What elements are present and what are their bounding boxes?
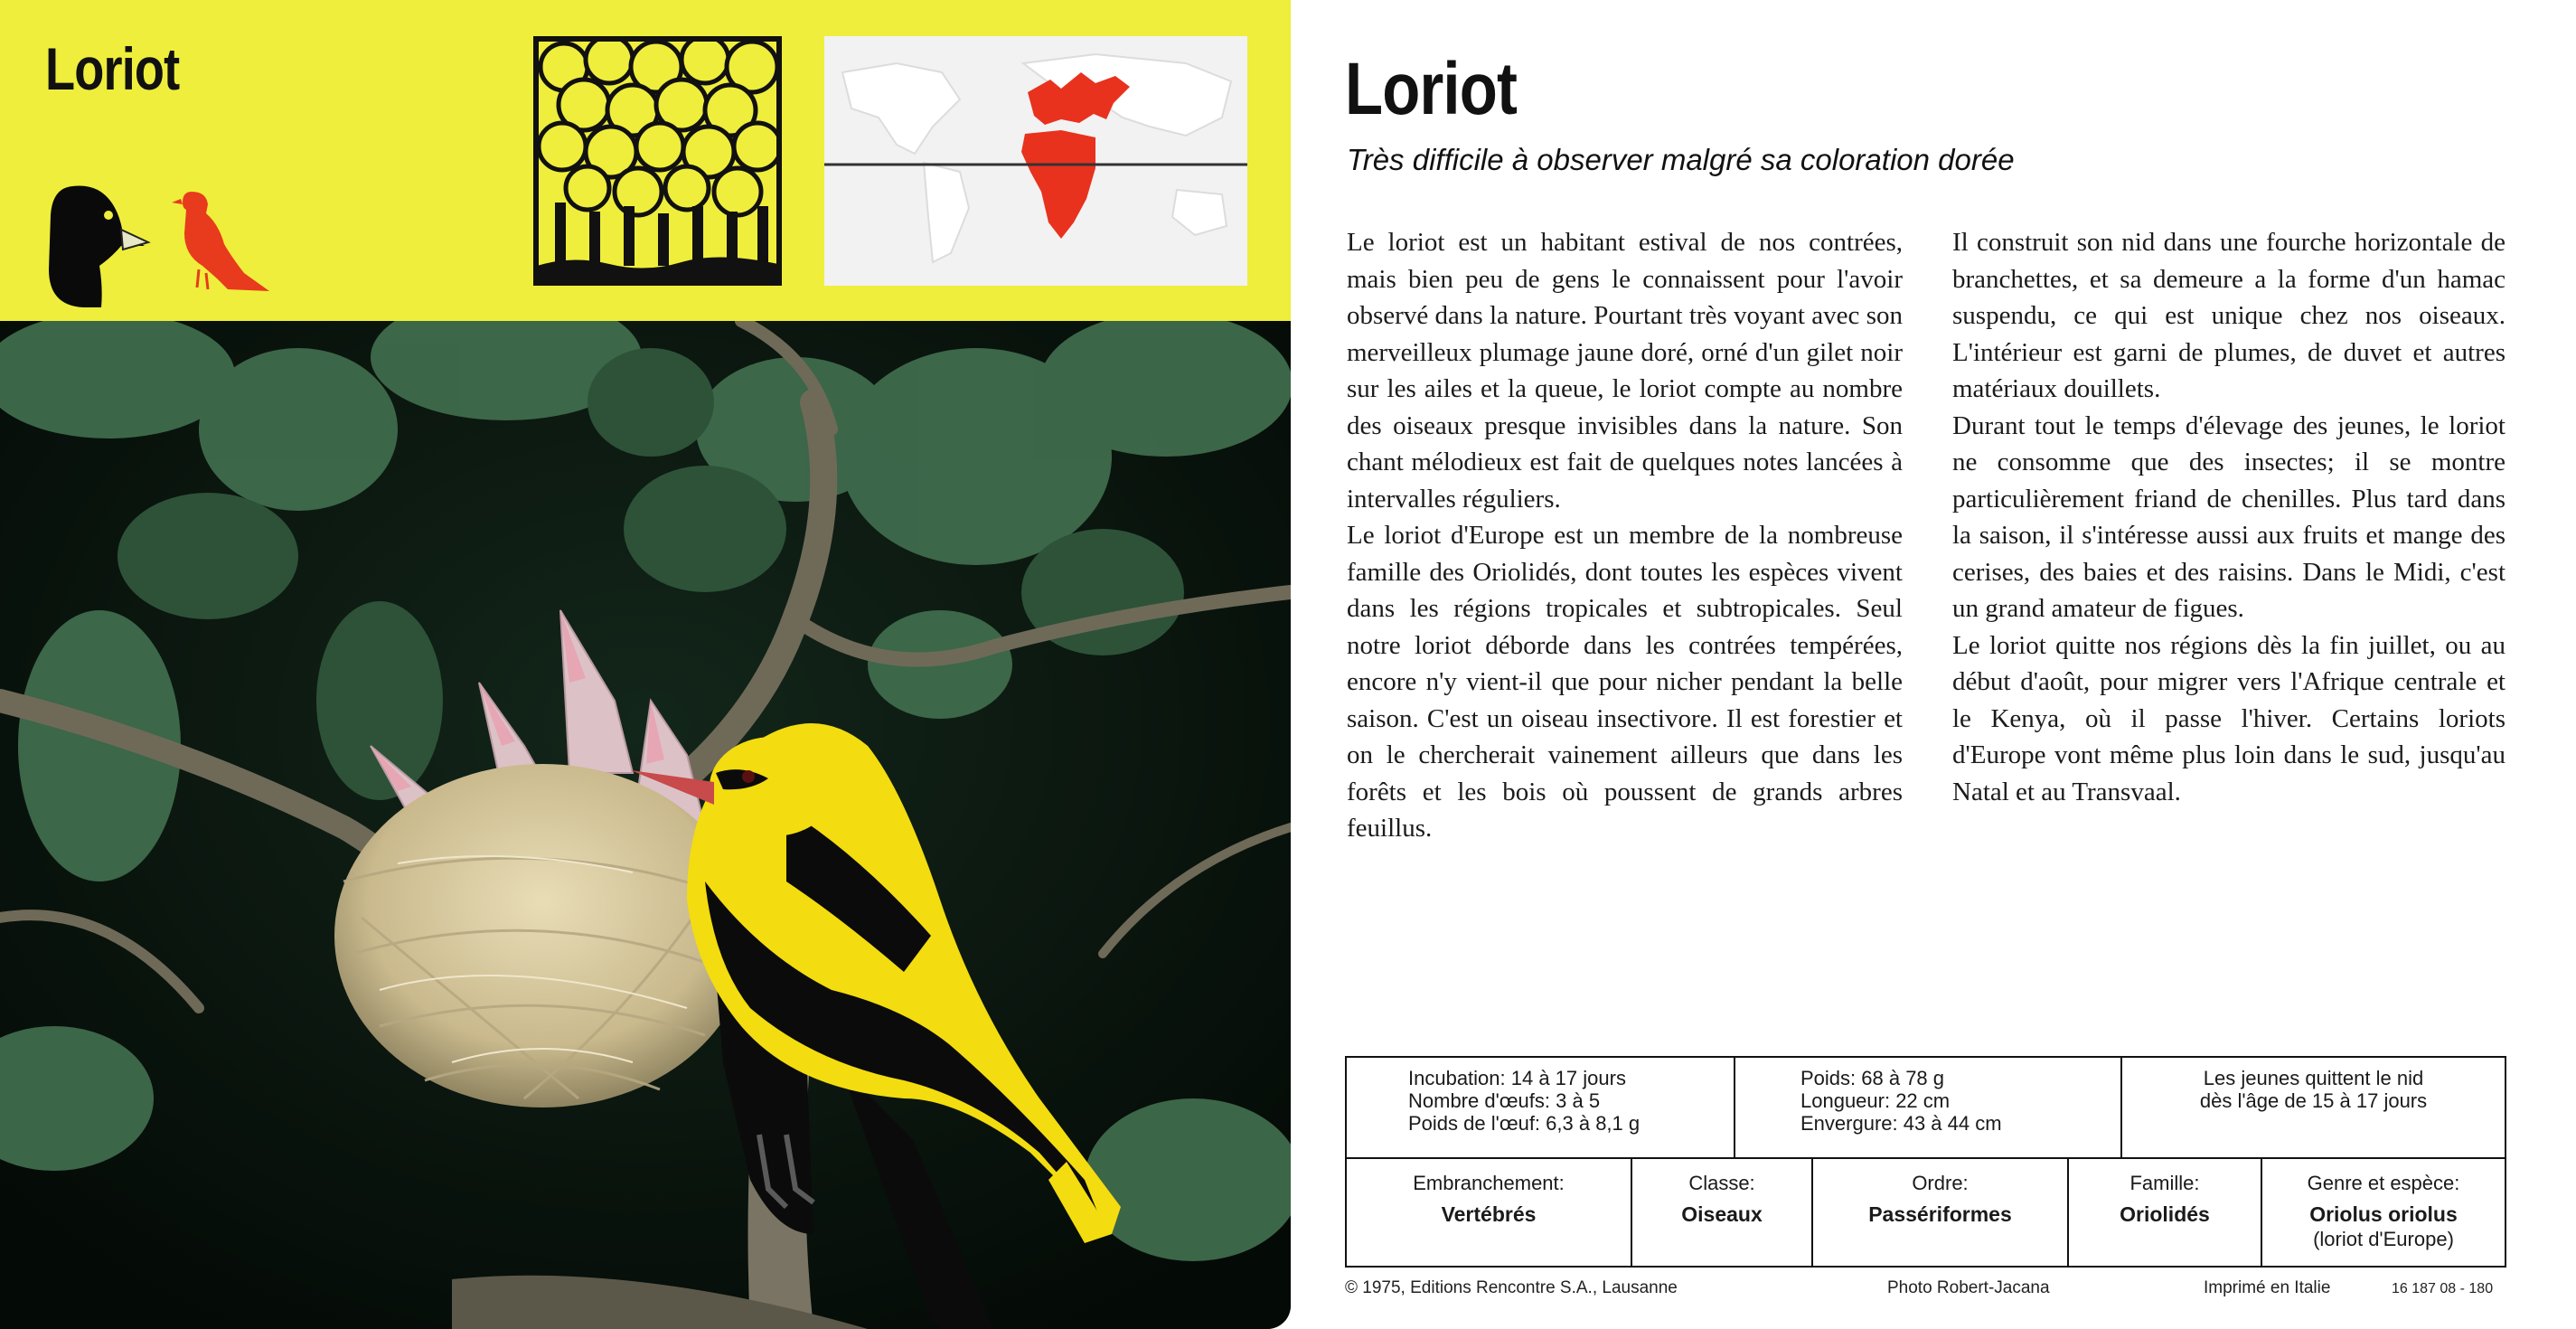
taxonomy-value: Passériformes (1868, 1202, 2012, 1226)
weight: Poids: 68 à 78 g (1800, 1067, 1945, 1089)
taxonomy-species (2262, 1159, 2505, 1266)
taxonomy-phylum (1347, 1159, 1632, 1266)
taxonomy-table (1345, 1157, 2506, 1268)
taxonomy-common-name: (loriot d'Europe) (2313, 1228, 2454, 1250)
taxonomy-label: Embranchement: (1413, 1172, 1565, 1194)
taxonomy-order (1813, 1159, 2069, 1266)
size-comparison-icons (47, 179, 282, 315)
back-title: Loriot (1345, 48, 1518, 130)
paragraph: Le loriot quitte nos régions dès la fin juillet, ou au début d'août, pour migrer vers l'Afrique centrale et le Kenya, où il passe l'hiver. Certains loriots d'Europe vont même plus loin dans le sud, jusqu'au Natal et au Transvaal. (1952, 630, 2505, 806)
copyright: © 1975, Editions Rencontre S.A., Lausanne (1345, 1278, 1678, 1297)
facts-table (1345, 1056, 2506, 1159)
world-distribution-map (824, 36, 1247, 286)
taxonomy-class (1632, 1159, 1813, 1266)
photo-credit: Photo Robert-Jacana (1887, 1278, 2050, 1297)
fledging-line-1: Les jeunes quittent le nid (2203, 1067, 2424, 1089)
bird-head-size-icon (49, 186, 148, 308)
breeding-facts (1347, 1058, 1735, 1157)
body-facts (1735, 1058, 2122, 1157)
taxonomy-label: Classe: (1688, 1172, 1755, 1194)
taxonomy-value: Vertébrés (1441, 1202, 1537, 1226)
text-column-left (1347, 224, 1903, 847)
taxonomy-value: Oiseaux (1681, 1202, 1763, 1226)
length: Longueur: 22 cm (1800, 1089, 1951, 1112)
fledging-line-2: dès l'âge de 15 à 17 jours (2199, 1089, 2428, 1112)
back-card (1291, 0, 2576, 1329)
text-column-right (1952, 224, 2505, 810)
taxonomy-label: Genre et espèce: (2307, 1172, 2460, 1194)
back-subtitle: Très difficile à observer malgré sa coloration dorée (1347, 143, 2015, 176)
forest-habitat-icon (533, 36, 782, 286)
front-title: Loriot (45, 35, 180, 102)
incubation: Incubation: 14 à 17 jours (1408, 1067, 1626, 1089)
taxonomy-value: Oriolus oriolus (2309, 1202, 2458, 1226)
bird-silhouette-icon (172, 192, 269, 291)
taxonomy-label: Famille: (2129, 1172, 2200, 1194)
printed-in: Imprimé en Italie (2204, 1278, 2331, 1297)
egg-weight: Poids de l'œuf: 6,3 à 8,1 g (1408, 1112, 1641, 1135)
egg-count: Nombre d'œufs: 3 à 5 (1408, 1089, 1601, 1112)
oriole-nest-photo (0, 321, 1291, 1329)
card-code: 16 187 08 - 180 (2392, 1281, 2494, 1296)
paragraph: Le loriot est un habitant estival de nos contrées, mais bien peu de gens le connaissent pour l'avoir observé dans la nature. Pourtant très voyant avec son merveilleux plumage jaune doré, orné d'un gilet noir sur les ailes et la queue, le loriot compte au nombre des oiseaux presque invisibles dans la nature. Son chant mélodieux est fait de quelques notes lancées à intervalles réguliers. (1347, 228, 1903, 514)
paragraph: Durant tout le temps d'élevage des jeunes, le loriot ne consomme que des insectes; il se montre particulièrement friand de chenilles. Plus tard dans la saison, il s'intéresse aussi aux fruits et mange des cerises, des baies et des raisins. Dans le Midi, c'est un grand amateur de figues. (1952, 410, 2505, 623)
taxonomy-value: Oriolidés (2120, 1202, 2210, 1226)
paragraph: Il construit son nid dans une fourche horizontale de branchettes, et sa demeure a la forme d'un hamac suspendu, ce qui est unique chez nos oiseaux. L'intérieur est garni de plumes, de duvet et autres matériaux douillets. (1952, 228, 2505, 403)
fledging-facts (2122, 1058, 2505, 1157)
paragraph: Le loriot d'Europe est un membre de la nombreuse famille des Oriolidés, dont toutes les espèces vivent dans les régions tropicales et subtropicales. Seul notre loriot déborde dans les contrées tempérées, encore n'y vient-il que pour nicher pendant la belle saison. C'est un oiseau insectivore. Il est forestier et on le chercherait vainement ailleurs que dans les forêts et les bois où poussent de grands arbres feuillus. (1347, 521, 1903, 843)
wingspan: Envergure: 43 à 44 cm (1800, 1112, 2002, 1135)
taxonomy-label: Ordre: (1912, 1172, 1969, 1194)
taxonomy-family (2069, 1159, 2262, 1266)
